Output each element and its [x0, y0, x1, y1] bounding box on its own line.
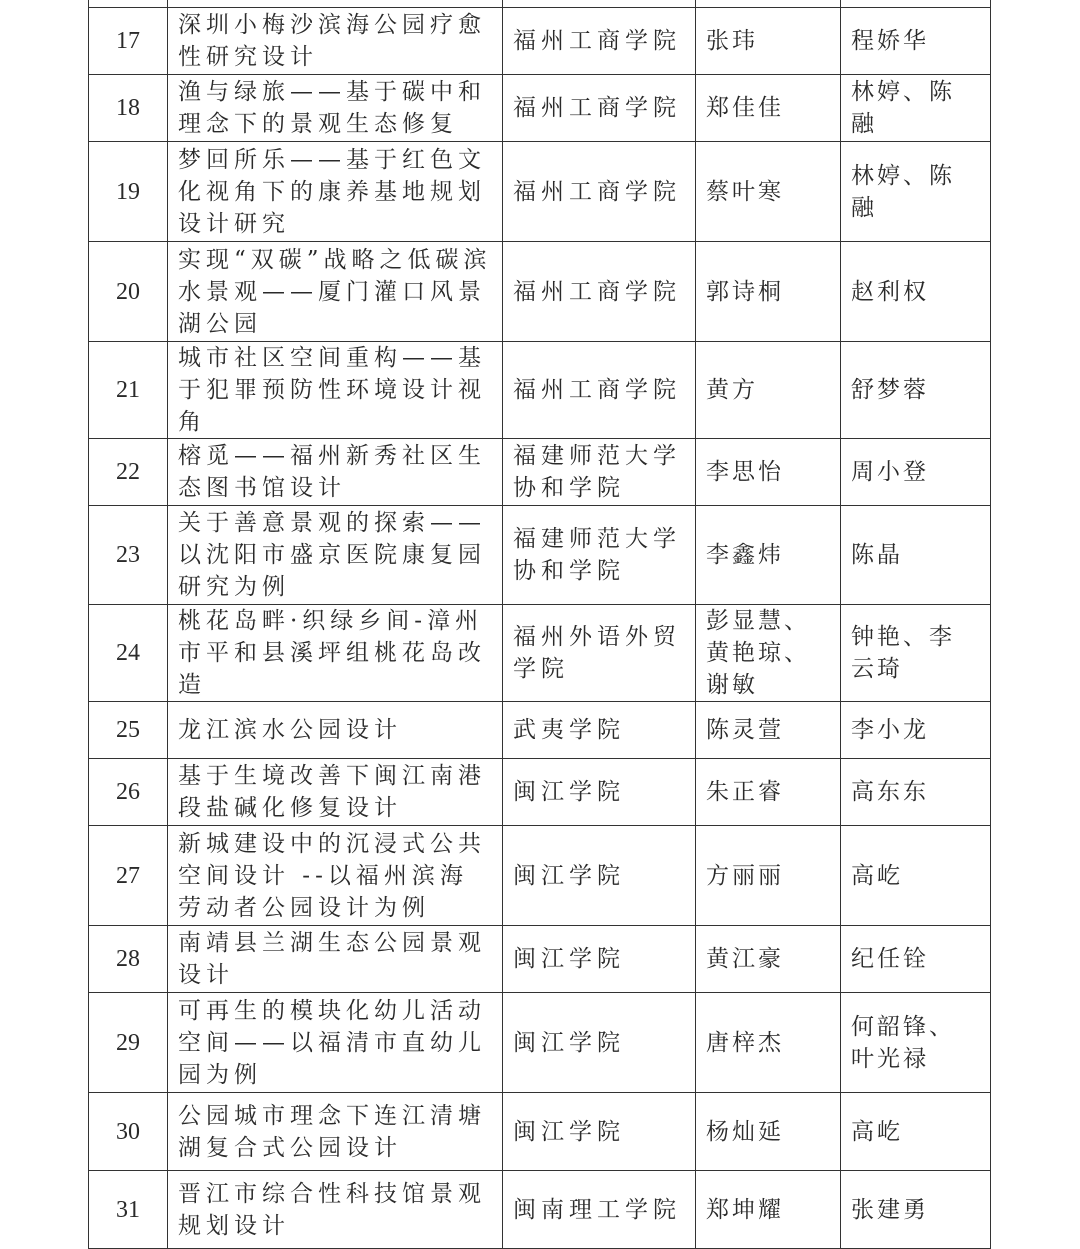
project-title-cell: 城市社区空间重构——基于犯罪预防性环境设计视角: [168, 342, 503, 439]
row-number-cell: [89, 0, 168, 8]
project-title-cell: 南靖县兰湖生态公园景观设计: [168, 926, 503, 993]
project-title-cell: 渔与绿旅——基于碳中和理念下的景观生态修复: [168, 75, 503, 142]
row-number-cell: 26: [89, 759, 168, 826]
award-table-container: [88, 0, 991, 1249]
project-title-cell: 新城建设中的沉浸式公共空间设计 --以福州滨海劳动者公园设计为例: [168, 826, 503, 926]
school-cell: 福州工商学院: [503, 75, 696, 142]
project-title-cell: 龙江滨水公园设计: [168, 702, 503, 759]
students-cell: 唐梓杰: [696, 993, 841, 1093]
row-number-cell: 27: [89, 826, 168, 926]
advisors-cell: 纪任铨: [841, 926, 991, 993]
table-row: [89, 759, 991, 826]
table-row: [89, 75, 991, 142]
students-cell: 朱正睿: [696, 759, 841, 826]
students-cell: 郭诗桐: [696, 242, 841, 342]
project-title-cell: 深圳小梅沙滨海公园疗愈性研究设计: [168, 8, 503, 75]
project-title-cell: 可再生的模块化幼儿活动空间——以福清市直幼儿园为例: [168, 993, 503, 1093]
advisors-cell: 高屹: [841, 1093, 991, 1171]
students-cell: 李鑫炜: [696, 506, 841, 605]
row-number-cell: 28: [89, 926, 168, 993]
project-title-cell: 榕觅——福州新秀社区生态图书馆设计: [168, 439, 503, 506]
students-cell: [696, 0, 841, 8]
project-title-cell: 晋江市综合性科技馆景观规划设计: [168, 1171, 503, 1249]
table-row: [89, 702, 991, 759]
table-row: [89, 926, 991, 993]
table-row: [89, 8, 991, 75]
row-number-cell: 29: [89, 993, 168, 1093]
school-cell: 福州外语外贸学院: [503, 605, 696, 702]
school-cell: 福州工商学院: [503, 8, 696, 75]
table-row: [89, 242, 991, 342]
table-row: [89, 605, 991, 702]
advisors-cell: 李小龙: [841, 702, 991, 759]
students-cell: 黄江豪: [696, 926, 841, 993]
advisors-cell: 赵利权: [841, 242, 991, 342]
advisors-cell: 高东东: [841, 759, 991, 826]
students-cell: 郑坤耀: [696, 1171, 841, 1249]
row-number-cell: 31: [89, 1171, 168, 1249]
advisors-cell: 周小登: [841, 439, 991, 506]
row-number-cell: 24: [89, 605, 168, 702]
project-title-cell: 公园城市理念下连江清塘湖复合式公园设计: [168, 1093, 503, 1171]
row-number-cell: 17: [89, 8, 168, 75]
row-number-cell: 30: [89, 1093, 168, 1171]
table-row: [89, 826, 991, 926]
students-cell: 杨灿延: [696, 1093, 841, 1171]
students-cell: 彭显慧、黄艳琼、谢敏: [696, 605, 841, 702]
row-number-cell: 18: [89, 75, 168, 142]
row-number-cell: 22: [89, 439, 168, 506]
advisors-cell: 林婷、陈融: [841, 142, 991, 242]
project-title-cell: 基于生境改善下闽江南港段盐碱化修复设计: [168, 759, 503, 826]
school-cell: 闽江学院: [503, 759, 696, 826]
table-row: [89, 1171, 991, 1249]
advisors-cell: 钟艳、李云琦: [841, 605, 991, 702]
students-cell: 李思怡: [696, 439, 841, 506]
project-title-cell: 关于善意景观的探索——以沈阳市盛京医院康复园研究为例: [168, 506, 503, 605]
students-cell: 张玮: [696, 8, 841, 75]
advisors-cell: 程娇华: [841, 8, 991, 75]
project-title-cell: [168, 0, 503, 8]
table-row: [89, 1093, 991, 1171]
students-cell: 黄方: [696, 342, 841, 439]
school-cell: 福州工商学院: [503, 342, 696, 439]
school-cell: 武夷学院: [503, 702, 696, 759]
table-row: [89, 506, 991, 605]
project-title-cell: 梦回所乐——基于红色文化视角下的康养基地规划设计研究: [168, 142, 503, 242]
school-cell: 福州工商学院: [503, 142, 696, 242]
project-title-cell: 桃花岛畔·织绿乡间-漳州市平和县溪坪组桃花岛改造: [168, 605, 503, 702]
table-row: [89, 993, 991, 1093]
row-number-cell: 19: [89, 142, 168, 242]
school-cell: [503, 0, 696, 8]
table-row: [89, 0, 991, 8]
students-cell: 郑佳佳: [696, 75, 841, 142]
school-cell: 福州工商学院: [503, 242, 696, 342]
advisors-cell: [841, 0, 991, 8]
advisors-cell: 张建勇: [841, 1171, 991, 1249]
advisors-cell: 何韶锋、叶光禄: [841, 993, 991, 1093]
table-row: [89, 342, 991, 439]
school-cell: 闽江学院: [503, 826, 696, 926]
award-list-table: [88, 0, 991, 1249]
row-number-cell: 23: [89, 506, 168, 605]
table-row: [89, 142, 991, 242]
advisors-cell: 陈晶: [841, 506, 991, 605]
project-title-cell: 实现“双碳”战略之低碳滨水景观——厦门灌口风景湖公园: [168, 242, 503, 342]
students-cell: 方丽丽: [696, 826, 841, 926]
advisors-cell: 林婷、陈融: [841, 75, 991, 142]
school-cell: 闽江学院: [503, 993, 696, 1093]
advisors-cell: 高屹: [841, 826, 991, 926]
school-cell: 福建师范大学协和学院: [503, 506, 696, 605]
school-cell: 闽江学院: [503, 926, 696, 993]
school-cell: 闽南理工学院: [503, 1171, 696, 1249]
table-row: [89, 439, 991, 506]
school-cell: 福建师范大学协和学院: [503, 439, 696, 506]
students-cell: 陈灵萱: [696, 702, 841, 759]
students-cell: 蔡叶寒: [696, 142, 841, 242]
row-number-cell: 20: [89, 242, 168, 342]
table-body: [89, 0, 991, 1249]
school-cell: 闽江学院: [503, 1093, 696, 1171]
advisors-cell: 舒梦蓉: [841, 342, 991, 439]
row-number-cell: 21: [89, 342, 168, 439]
row-number-cell: 25: [89, 702, 168, 759]
